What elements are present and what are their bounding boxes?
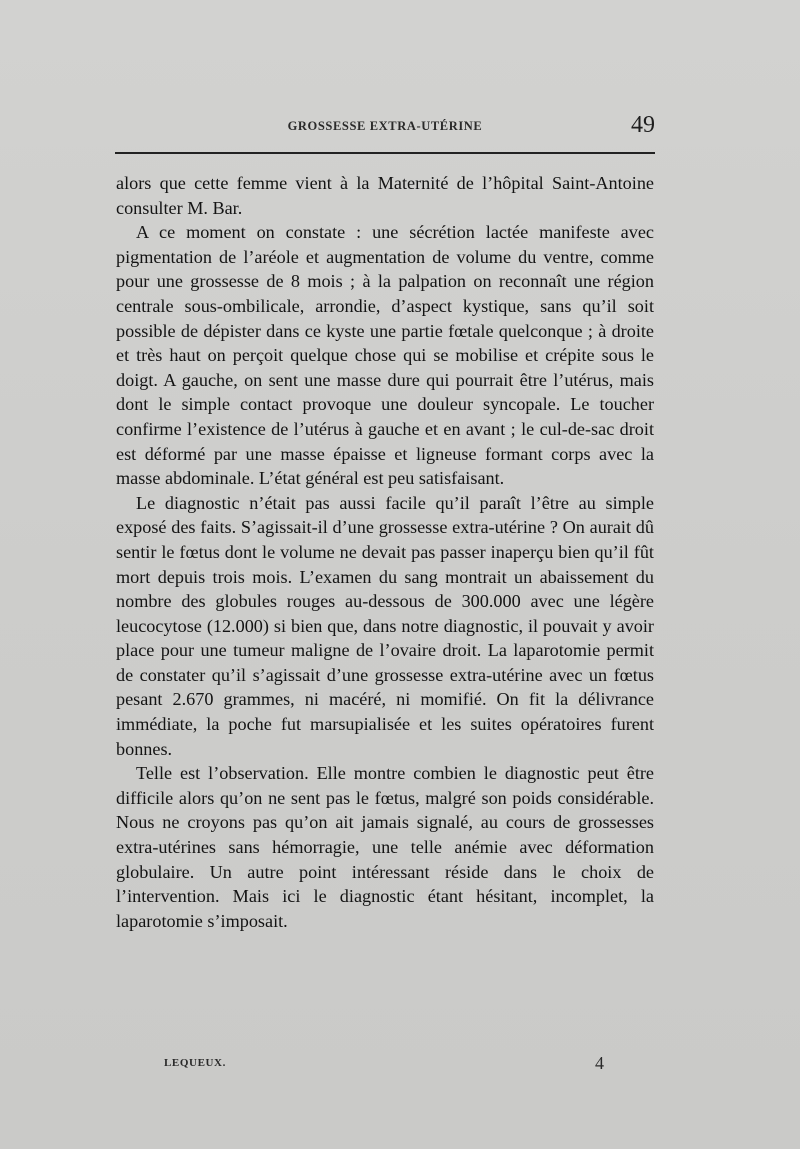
page-number: 49 <box>631 112 655 138</box>
gathering-signature: 4 <box>595 1053 604 1073</box>
paragraph-conclusion: Telle est l’observation. Elle montre combien le diagnostic peut être difficile alors qu’on ne sent pas le fœtus, malgré son poids considérable. Nous ne croyons pas qu’on ait jamais signalé, au cours de grossesses extra-utérines sans hémorragie, une telle anémie avec déformation globulaire. Un autre point intéressant réside dans le choix de l’intervention. Mais ici le diagnostic étant hésitant, incomplet, la laparotomie s’imposait. <box>116 763 654 931</box>
running-title: GROSSESSE EXTRA-UTÉRINE <box>287 119 483 133</box>
body-text <box>116 171 654 933</box>
paragraph-continuation: alors que cette femme vient à la Maternité de l’hôpital Saint-Antoine consulter M. Bar. <box>116 173 654 218</box>
signature-mark-author: LEQUEUX. <box>164 1057 226 1069</box>
page-footer <box>164 1053 604 1081</box>
paragraph-findings: A ce moment on constate : une sécrétion lactée manifeste avec pigmentation de l’aréole et augmentation de volume du ventre, comme pour une grossesse de 8 mois ; à la palpation on reconnaît une région centrale sous-ombilicale, arrondie, d’aspect kystique, sans qu’il soit possible de dépister dans ce kyste une partie fœtale quelconque ; à droite et très haut on perçoit quelque chose qui se mobilise et crépite sous le doigt. A gauche, on sent une masse dure qui pourrait être l’utérus, mais dont le simple contact provoque une douleur syncopale. Le toucher confirme l’existence de l’utérus à gauche et en avant ; le cul-de-sac droit est déformé par une masse épaisse et ligneuse formant corps avec la masse abdominale. L’état général est peu satisfaisant. <box>116 222 654 489</box>
running-head <box>115 110 655 150</box>
paragraph-diagnosis: Le diagnostic n’était pas aussi facile qu’il paraît l’être au simple exposé des faits. S’agissait-il d’une grossesse extra-utérine ? On aurait dû sentir le fœtus dont le volume ne devait pas passer inaperçu bien qu’il fût mort depuis trois mois. L’examen du sang montrait un abaissement du nombre des globules rouges au-dessous de 300.000 avec une légère leucocytose (12.000) si bien que, dans notre diagnostic, il pouvait y avoir place pour une tumeur maligne de l’ovaire droit. La laparotomie permit de constater qu’il s’agissait d’une grossesse extra-utérine avec un fœtus pesant 2.670 grammes, ni macéré, ni momifié. On fit la délivrance immédiate, la poche fut marsupialisée et les suites opératoires furent bonnes. <box>116 492 654 759</box>
header-rule <box>115 152 655 154</box>
